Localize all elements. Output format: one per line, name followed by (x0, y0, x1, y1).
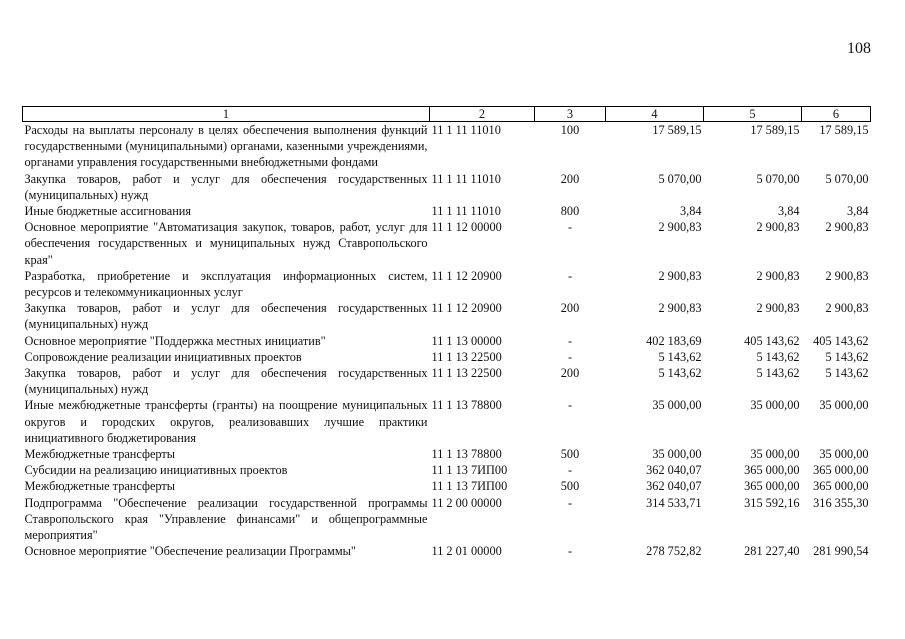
row-value-2-cell: 405 143,62 (744, 333, 800, 348)
row-value-3-cell: 405 143,62 (813, 333, 869, 348)
row-value-1-cell: 2 900,83 (658, 220, 702, 235)
row-name-cell: Расходы на выплаты персоналу в целях обеспечения выполнения функций государственными (муниципальными) органами, казенными учреждениями, органами управления государственными внебюджетными фондами (24, 123, 428, 170)
row-value-1-cell: 2 900,83 (658, 301, 702, 316)
col-header-2: 2 (430, 107, 535, 122)
row-value-1-cell: 5 143,62 (658, 349, 702, 364)
row-value-2-cell: 17 589,15 (750, 123, 800, 137)
table-row (23, 203, 871, 219)
row-code-cell: 11 1 12 20900 (431, 268, 502, 283)
row-value-1-cell: 35 000,00 (652, 398, 702, 413)
row-type-cell: - (567, 333, 573, 348)
row-name-cell: Подпрограмма "Обеспечение реализации государственной программы Ставропольского края "Управление финансами" и общепрограммные мероприятия" (24, 495, 428, 543)
row-value-3-cell: 2 900,83 (825, 301, 869, 316)
row-type-cell: 500 (560, 479, 580, 494)
page-number: 108 (847, 40, 871, 57)
row-code-cell: 11 2 00 00000 (431, 495, 502, 510)
row-code-cell: 11 1 12 00000 (431, 220, 502, 235)
row-name-cell: Основное мероприятие "Автоматизация закупок, товаров, работ, услуг для обеспечения государственных и муниципальных нужд Ставропольского края" (24, 220, 428, 267)
row-code-cell: 11 1 11 11010 (431, 123, 501, 137)
row-value-2-cell: 5 070,00 (756, 171, 800, 186)
row-code-cell: 11 1 13 7ИП00 (431, 463, 508, 478)
row-code-cell: 11 1 13 22500 (431, 349, 502, 364)
table-body (23, 122, 871, 560)
table-row (23, 268, 871, 300)
table-row (23, 219, 871, 268)
row-value-3-cell: 365 000,00 (813, 463, 869, 478)
row-value-1-cell: 5 143,62 (658, 366, 702, 381)
row-value-1-cell: 278 752,82 (646, 544, 702, 559)
table-row (23, 333, 871, 349)
row-type-cell: 500 (560, 447, 580, 462)
row-name-cell: Основное мероприятие "Поддержка местных инициатив" (24, 333, 326, 348)
row-value-3-cell: 5 070,00 (825, 171, 869, 186)
row-value-1-cell: 314 533,71 (646, 495, 702, 510)
row-value-3-cell: 5 143,62 (825, 349, 869, 364)
row-value-2-cell: 3,84 (777, 204, 800, 219)
col-header-3: 3 (535, 107, 606, 122)
row-value-3-cell: 2 900,83 (825, 268, 869, 283)
row-code-cell: 11 1 13 78800 (431, 447, 502, 462)
row-value-3-cell: 3,84 (846, 204, 869, 219)
row-value-2-cell: 35 000,00 (750, 447, 800, 462)
row-type-cell: - (567, 220, 573, 235)
table-row (23, 122, 871, 171)
row-code-cell: 11 2 01 00000 (431, 544, 502, 559)
row-type-cell: 200 (560, 366, 580, 381)
row-value-1-cell: 362 040,07 (646, 479, 702, 494)
row-value-2-cell: 2 900,83 (756, 268, 800, 283)
row-type-cell: - (567, 495, 573, 510)
row-value-3-cell: 2 900,83 (825, 220, 869, 235)
row-value-2-cell: 2 900,83 (756, 220, 800, 235)
table-row (23, 349, 871, 365)
row-name-cell: Закупка товаров, работ и услуг для обеспечения государственных (муниципальных) нужд (24, 301, 428, 332)
table-row (23, 300, 871, 332)
row-code-cell: 11 1 13 00000 (431, 333, 502, 348)
row-name-cell: Субсидии на реализацию инициативных проектов (24, 463, 288, 478)
col-header-1: 1 (23, 107, 430, 122)
col-header-5: 5 (704, 107, 802, 122)
row-value-2-cell: 315 592,16 (744, 495, 800, 510)
row-code-cell: 11 1 13 7ИП00 (431, 479, 508, 494)
table-header-row (23, 107, 871, 122)
budget-table (22, 106, 871, 559)
table-row (23, 543, 871, 559)
row-type-cell: 100 (560, 123, 580, 137)
row-value-2-cell: 281 227,40 (744, 544, 800, 559)
row-type-cell: - (567, 398, 573, 413)
row-value-1-cell: 17 589,15 (652, 123, 702, 137)
row-value-3-cell: 281 990,54 (813, 544, 869, 559)
row-value-1-cell: 2 900,83 (658, 268, 702, 283)
row-name-cell: Основное мероприятие "Обеспечение реализации Программы" (24, 544, 356, 559)
row-value-1-cell: 362 040,07 (646, 463, 702, 478)
row-type-cell: - (567, 463, 573, 478)
table-row (23, 397, 871, 446)
row-value-3-cell: 35 000,00 (819, 398, 869, 413)
row-name-cell: Разработка, приобретение и эксплуатация информационных систем, ресурсов и телекоммуникационных услуг (24, 268, 428, 300)
row-type-cell: - (567, 349, 573, 364)
row-value-3-cell: 17 589,15 (819, 123, 869, 137)
table-row (23, 365, 871, 397)
row-type-cell: 200 (560, 301, 580, 316)
col-header-4: 4 (606, 107, 704, 122)
row-name-cell: Межбюджетные трансферты (24, 479, 176, 494)
row-value-2-cell: 2 900,83 (756, 301, 800, 316)
row-value-1-cell: 35 000,00 (652, 447, 702, 462)
row-value-1-cell: 5 070,00 (658, 171, 702, 186)
row-type-cell: - (567, 268, 573, 283)
table-row (23, 462, 871, 478)
row-value-1-cell: 3,84 (679, 204, 702, 219)
table-row (23, 495, 871, 544)
row-type-cell: 200 (560, 171, 580, 186)
row-type-cell: 800 (560, 204, 580, 219)
row-name-cell: Закупка товаров, работ и услуг для обеспечения государственных (муниципальных) нужд (24, 171, 428, 202)
row-value-2-cell: 5 143,62 (756, 349, 800, 364)
row-code-cell: 11 1 12 20900 (431, 301, 502, 316)
row-value-2-cell: 35 000,00 (750, 398, 800, 413)
row-code-cell: 11 1 11 11010 (431, 204, 501, 219)
row-name-cell: Сопровождение реализации инициативных проектов (24, 349, 302, 364)
row-name-cell: Закупка товаров, работ и услуг для обеспечения государственных (муниципальных) нужд (24, 366, 428, 397)
row-value-1-cell: 402 183,69 (646, 333, 702, 348)
row-value-3-cell: 35 000,00 (819, 447, 869, 462)
row-value-3-cell: 365 000,00 (813, 479, 869, 494)
row-name-cell: Иные межбюджетные трансферты (гранты) на поощрение муниципальных округов и городских округов, реализовавших лучшие практики инициативного бюджетирования (24, 398, 428, 445)
table-row (23, 171, 871, 203)
table-row (23, 478, 871, 494)
col-header-6: 6 (802, 107, 871, 122)
table-row (23, 446, 871, 462)
row-value-2-cell: 5 143,62 (756, 366, 800, 381)
row-value-2-cell: 365 000,00 (744, 479, 800, 494)
row-name-cell: Межбюджетные трансферты (24, 447, 176, 462)
row-name-cell: Иные бюджетные ассигнования (24, 204, 192, 219)
row-value-2-cell: 365 000,00 (744, 463, 800, 478)
row-code-cell: 11 1 13 22500 (431, 366, 502, 381)
row-code-cell: 11 1 11 11010 (431, 171, 501, 186)
row-code-cell: 11 1 13 78800 (431, 398, 502, 413)
row-type-cell: - (567, 544, 573, 559)
row-value-3-cell: 5 143,62 (825, 366, 869, 381)
row-value-3-cell: 316 355,30 (813, 495, 869, 510)
